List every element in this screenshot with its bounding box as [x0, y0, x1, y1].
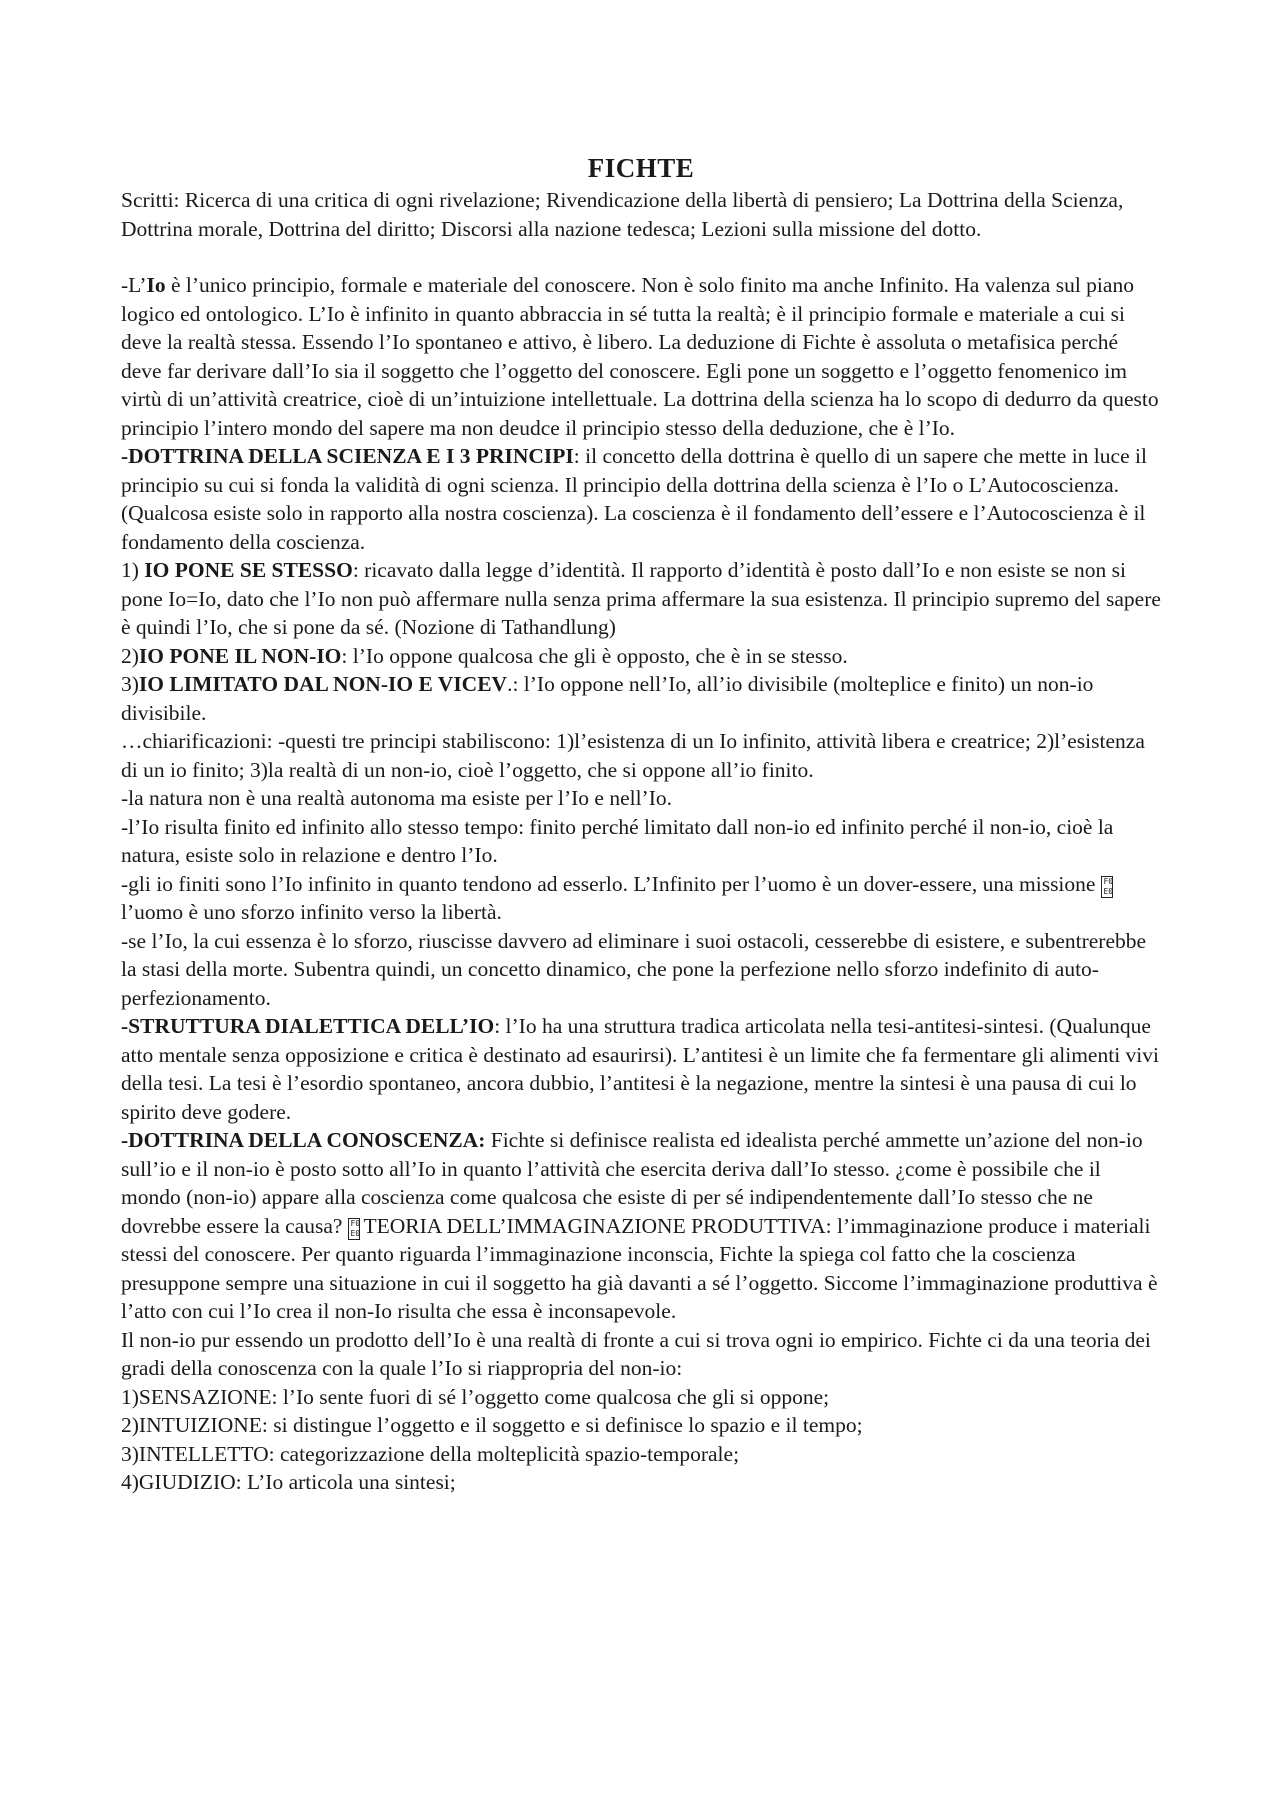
clarifications-paragraph: …chiarificazioni: -questi tre principi stabiliscono: 1)l’esistenza di un Io infinito, attività libera e creatrice; 2)l’esistenza di un io finito; 3)la realtà di un non-io, cioè l’oggetto, che si oppone all’io finito. — [121, 729, 1145, 782]
section-heading: -DOTTRINA DELLA CONOSCENZA: — [121, 1128, 486, 1152]
dialectic-paragraph: -STRUTTURA DIALETTICA DELL’IO: l’Io ha una struttura tradica articolata nella tesi-antitesi-sintesi. (Qualunque atto mentale senza opposizione e critica è destinato ad esaurirsi). L’antitesi è un limite che fa fermentare gli alimenti vivi della tesi. La tesi è l’esordio spontaneo, ancora dubbio, l’antitesi è la negazione, mentre la sintesi è una pausa di cui lo spirito deve godere. — [121, 1014, 1159, 1124]
principle-2-paragraph: 2)IO PONE IL NON-IO: l’Io oppone qualcosa che gli è opposto, che è in se stesso. — [121, 643, 848, 668]
grade-giudizio: 4)GIUDIZIO: L’Io articola una sintesi; — [121, 1470, 456, 1494]
page-title: FICHTE — [587, 153, 695, 183]
bold-term: IO LIMITATO DAL NON-IO E VICEV — [138, 672, 508, 696]
missing-glyph-icon: F0 E0 — [350, 1218, 361, 1238]
finite-infinite-paragraph: -l’Io risulta finito ed infinito allo stesso tempo: finito perché limitato dall non-io ed infinito perché il non-io, cioè la natura, esiste solo in relazione e dentro l’Io. — [121, 814, 1114, 867]
principle-1-paragraph: 1) IO PONE SE STESSO: ricavato dalla legge d’identità. Il rapporto d’identità è posto dall’Io e non esiste se non si pone Io=Io, dato che l’Io non può affermare nulla senza prima affermare la sua esistenza. Il principio supremo del sapere è quindi l’Io, che si pone da sé. (Nozione di Tathandlung) — [121, 558, 1161, 639]
dottrina-scienza-paragraph: -DOTTRINA DELLA SCIENZA E I 3 PRINCIPI: il concetto della dottrina è quello di un sapere che mette in luce il principio su cui si fonda la validità di ogni scienza. Il principio della dottrina della scienza è l’Io o L’Autocoscienza. (Qualcosa esiste solo in rapporto alla nostra coscienza). La coscienza è il fondamento dell’essere e l’Autocoscienza è il fondamento della coscienza. — [121, 444, 1147, 554]
bold-term: IO PONE IL NON-IO — [138, 643, 342, 668]
section-heading: -STRUTTURA DIALETTICA DELL’IO — [121, 1014, 495, 1038]
effort-paragraph: -se l’Io, la cui essenza è lo sforzo, riuscisse davvero ad eliminare i suoi ostacoli, cesserebbe di esistere, e subentrerebbe la stasi della morte. Subentra quindi, un concetto dinamico, che pone la perfezione nello sforzo indefinito di auto-perfezionamento. — [121, 928, 1147, 1010]
conoscenza-paragraph: -DOTTRINA DELLA CONOSCENZA: Fichte si definisce realista ed idealista perché ammette un’azione del non-io sull’io e il non-io è posto sotto all’Io in quanto l’attività che esercita deriva dall’Io stesso. ¿come è possibile che il mondo (non-io) appare alla coscienza come qualcosa che esiste di per sé indipendentemente dall’Io stesso che ne dovrebbe essere la causa? F0 E0 TEORIA DELL’IMMAGINAZIONE PRODUTTIVA: l’immaginazione produce i materiali stessi del conoscere. Per quanto riguarda l’immaginazione inconscia, Fichte la spiega col fatto che la coscienza presuppone sempre una situazione in cui il soggetto ha già davanti a sé l’oggetto. Siccome l’immaginazione produttiva è l’atto con cui l’Io crea il non-Io risulta che essa è inconsapevole. — [121, 1128, 1158, 1323]
nature-paragraph: -la natura non è una realtà autonoma ma esiste per l’Io e nell’Io. — [121, 786, 673, 810]
paragraph-gap — [121, 243, 1161, 271]
non-io-paragraph: Il non-io pur essendo un prodotto dell’Io è una realtà di fronte a cui si trova ogni io empirico. Fichte ci da una teoria dei gradi della conoscenza con la quale l’Io si riappropria del non-io: — [121, 1327, 1151, 1380]
bold-term: IO PONE SE STESSO — [144, 558, 353, 582]
bold-term: Io — [146, 273, 166, 297]
grade-intuizione: 2)INTUIZIONE: si distingue l’oggetto e il soggetto e si definisce lo spazio e il tempo; — [121, 1413, 863, 1437]
missing-glyph-icon: F0 E0 — [1103, 876, 1114, 896]
principle-3-paragraph: 3)IO LIMITATO DAL NON-IO E VICEV.: l’Io oppone nell’Io, all’io divisibile (molteplice e finito) un non-io divisibile. — [121, 672, 1094, 725]
grade-intelletto: 3)INTELLETTO: categorizzazione della molteplicità spazio-temporale; — [121, 1441, 740, 1466]
io-paragraph: -L’Io è l’unico principio, formale e materiale del conoscere. Non è solo finito ma anche Infinito. Ha valenza sul piano logico ed ontologico. L’Io è infinito in quanto abbraccia in sé tutta la realtà; è il principio formale e materiale a cui si deve la realtà stessa. Essendo l’Io spontaneo e attivo, è libero. La deduzione di Fichte è assoluta o metafisica perché deve far derivare dall’Io sia il soggetto che l’oggetto del conoscere. Egli pone un soggetto e l’oggetto fenomenico im virtù di un’attività creatrice, cioè di un’intuizione intellettuale. La dottrina della scienza ha lo scopo di dedurro da questo principio l’intero mondo del sapere ma non deudce il principio stesso della deduzione, che è l’Io. — [121, 273, 1159, 440]
section-heading: -DOTTRINA DELLA SCIENZA E I 3 PRINCIPI — [121, 444, 574, 468]
grade-sensazione: 1)SENSAZIONE: l’Io sente fuori di sé l’oggetto come qualcosa che gli si oppone; — [121, 1384, 830, 1409]
document-page — [121, 150, 1161, 1497]
writings-paragraph: Scritti: Ricerca di una critica di ogni rivelazione; Rivendicazione della libertà di pensiero; La Dottrina della Scienza, Dottrina morale, Dottrina del diritto; Discorsi alla nazione tedesca; Lezioni sulla missione del dotto. — [121, 188, 1124, 241]
mission-paragraph: -gli io finiti sono l’Io infinito in quanto tendono ad esserlo. L’Infinito per l’uomo è un dover-essere, una missione F0 E0l’uomo è uno sforzo infinito verso la libertà. — [121, 871, 1114, 924]
